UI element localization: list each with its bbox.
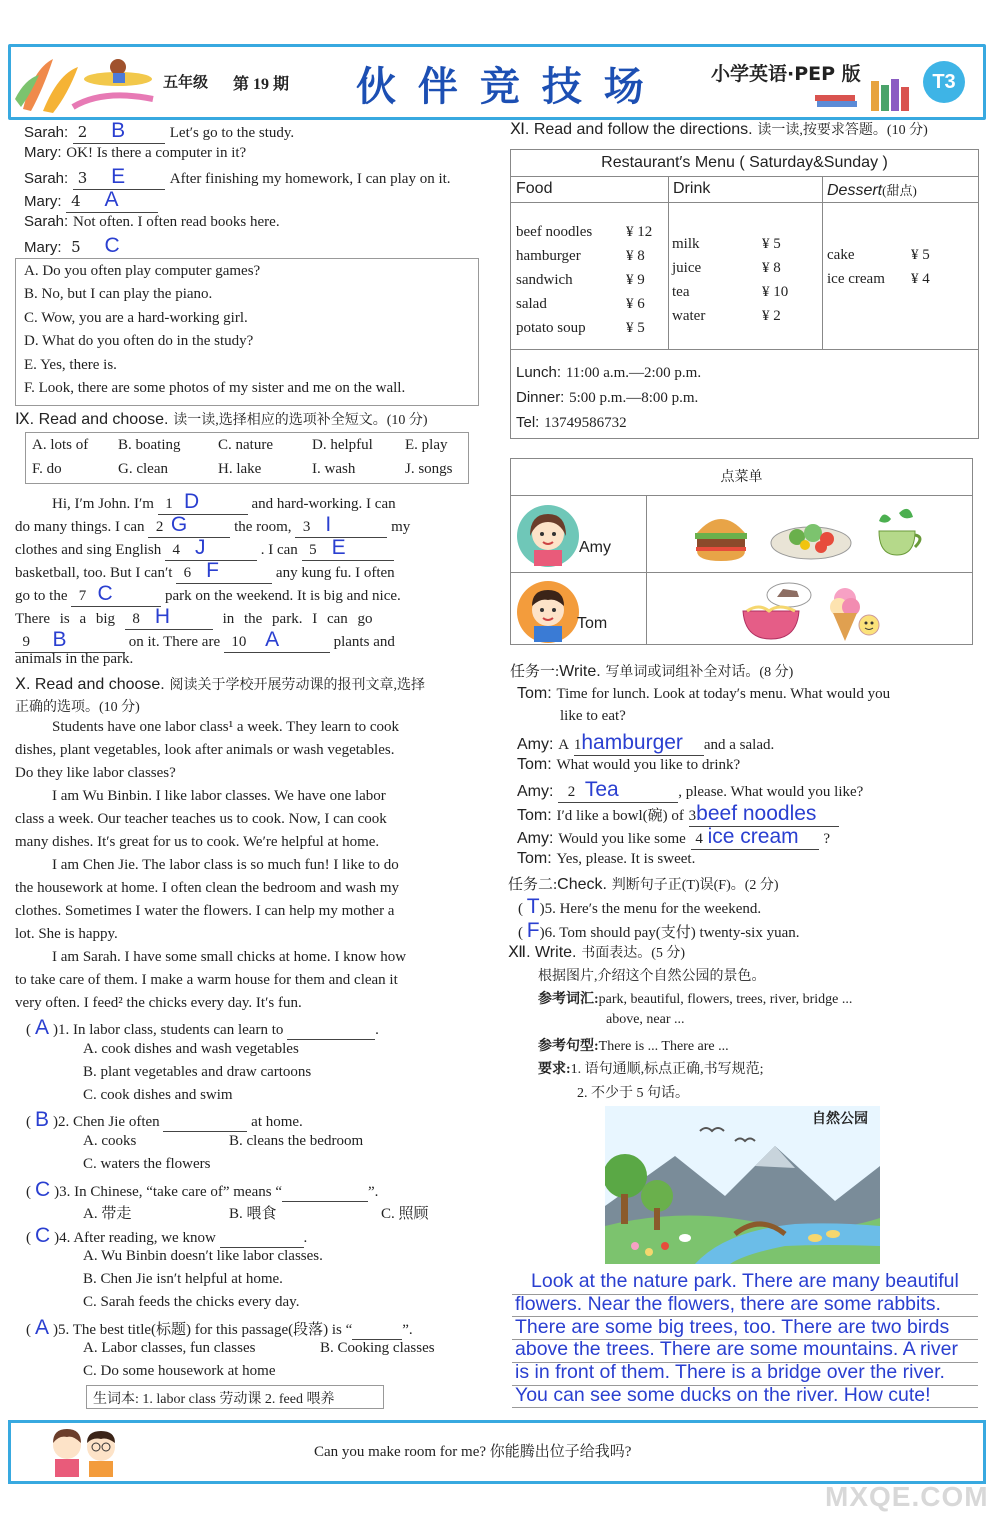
amy-avatar xyxy=(516,504,580,568)
nature-park-picture xyxy=(605,1106,880,1264)
page-tag: T3 xyxy=(923,61,965,103)
question-3: ( C )3. In Chinese, “take care of” means “ ”. xyxy=(26,1178,379,1201)
section-12-line-2: 参考词汇:park, beautiful, flowers, trees, river, bridge ... xyxy=(538,992,853,1007)
para-3-line-3: clothes. Sometimes I water the flowers. I can help my mother a xyxy=(15,903,395,919)
question-1: ( A )1. In labor class, students can learn to . xyxy=(26,1016,379,1039)
para-2-line-1: I am Wu Binbin. I like labor classes. We have one labor xyxy=(52,788,386,804)
ice-cream-icon xyxy=(825,581,885,643)
books-icon xyxy=(811,77,921,113)
dialogue-line-4: Mary: 4 A xyxy=(24,188,158,213)
task-1-line-7: Tom: Yes, please. It is sweet. xyxy=(517,850,696,867)
passage-line-8: animals in the park. xyxy=(15,651,134,667)
dialogue-line-3: Sarah: 3 E After finishing my homework, I can play on it. xyxy=(24,165,451,188)
page-title: 伙 伴 竞 技 场 xyxy=(356,64,648,110)
order-title: 点菜单 xyxy=(720,469,763,485)
task-1-line-6: Amy: Would you like some 4 ice cream ? xyxy=(517,825,830,848)
essay-line-5: is in front of them. There is a bridge over the river. xyxy=(515,1361,945,1383)
option-b: B. No, but I can play the piano. xyxy=(24,286,213,302)
col-drink: Drink xyxy=(673,180,711,197)
task-1-line-5: Tom: I′d like a bowl(碗) of 3beef noodles xyxy=(517,802,839,827)
task-2-q6: ( F)6. Tom should pay(支付) twenty-six yuan. xyxy=(518,919,800,942)
menu-title: Restaurant′s Menu ( Saturday&Sunday ) xyxy=(601,154,888,171)
section-10-instr2: 正确的选项。(10 分) xyxy=(15,700,140,715)
q4-option-c: C. Sarah feeds the chicks every day. xyxy=(83,1294,300,1310)
section-12-line-1: 根据图片,介绍这个自然公园的景色。 xyxy=(538,969,766,984)
hamburger-icon xyxy=(691,509,751,565)
para-1-line-3: Do they like labor classes? xyxy=(15,765,176,781)
option-e: E. Yes, there is. xyxy=(24,357,117,373)
essay-line-3: There are some big trees, too. There are two birds xyxy=(515,1316,950,1338)
tea-icon xyxy=(869,503,929,563)
task-1-line-2: Amy: A 1hamburger and a salad. xyxy=(517,731,775,754)
task-1-line-1: Tom: Time for lunch. Look at today′s menu. What would you xyxy=(517,685,891,702)
issue-label: 第 19 期 xyxy=(233,76,290,93)
option-d: D. What do you often do in the study? xyxy=(24,333,254,349)
dialogue-line-1: Sarah: 2 B Let′s go to the study. xyxy=(24,119,295,142)
vocab-box xyxy=(86,1385,384,1409)
q4-option-a: A. Wu Binbin doesn′t like labor classes. xyxy=(83,1248,323,1264)
para-3-line-2: the housework at home. I often clean the bedroom and wash my xyxy=(15,880,400,896)
question-2: ( B )2. Chen Jie often at home. xyxy=(26,1108,303,1131)
tom-avatar xyxy=(516,580,580,644)
dialogue-options-box xyxy=(15,258,479,406)
option-f: F. Look, there are some photos of my sister and me on the wall. xyxy=(24,380,406,396)
passage-line-1: Hi, I′m John. I′m 1 D and hard-working. I can xyxy=(52,490,396,513)
salad-icon xyxy=(769,511,853,563)
section-12-line-3: 参考句型:There is ... There are ... xyxy=(538,1039,729,1054)
q2-options-row: A. cooks B. cleans the bedroom xyxy=(83,1133,364,1149)
passage-line-4: basketball, too. But I can′t 6 F any kung fu. I often xyxy=(15,559,395,582)
drink-list: milk ¥ 5 juice ¥ 8 tea ¥ 10 water ¥ 2 xyxy=(672,236,789,324)
option-c: C. Wow, you are a hard-working girl. xyxy=(24,310,248,326)
page-header xyxy=(8,44,986,120)
q1-option-b: B. plant vegetables and draw cartoons xyxy=(83,1064,312,1080)
picture-label: 自然公园 xyxy=(812,1111,868,1127)
section-9-heading: Ⅸ. Read and choose. 读一读,选择相应的选项补全短文。(10 分) xyxy=(15,411,428,428)
section-12-line-2b: above, near ... xyxy=(606,1012,685,1027)
q1-option-c: C. cook dishes and swim xyxy=(83,1087,233,1103)
q5-options-row: A. Labor classes, fun classes B. Cooking classes xyxy=(83,1340,435,1356)
grade-label: 五年级 xyxy=(163,75,209,91)
q3-options-row: A. 带走 B. 喂食 C. 照顾 xyxy=(83,1206,429,1222)
beef-noodles-icon xyxy=(739,581,815,643)
passage-line-5: go to the 7 C park on the weekend. It is big and nice. xyxy=(15,582,401,605)
section-12-heading: Ⅻ. Write. 书面表达。(5 分) xyxy=(508,944,686,961)
task-2-q5: ( T)5. Here′s the menu for the weekend. xyxy=(518,895,762,918)
dessert-list: cake ¥ 5 ice cream ¥ 4 xyxy=(827,247,930,287)
amy-label: Amy xyxy=(579,539,611,556)
section-12-line-5: 2. 不少于 5 句话。 xyxy=(577,1086,689,1101)
passage-line-6: There is a big 8 H in the park. I can go xyxy=(15,605,373,628)
para-3-line-1: I am Chen Jie. The labor class is so much fun! I like to do xyxy=(52,857,399,873)
header-decoration-icon xyxy=(13,49,163,113)
col-food: Food xyxy=(516,180,553,197)
edition-label: 小学英语·PEP 版 xyxy=(711,63,861,85)
task-1-line-1b: like to eat? xyxy=(560,708,626,724)
task-2-heading: 任务二:Check. 判断句子正(T)误(F)。(2 分) xyxy=(508,876,779,893)
dialogue-line-6: Mary: 5 C xyxy=(24,234,158,259)
options-row-2: F. do G. clean H. lake I. wash J. songs xyxy=(32,461,453,477)
food-list: beef noodles ¥ 12 hamburger ¥ 8 sandwich ¥ 9 salad ¥ 6 potato soup ¥ 5 xyxy=(516,224,653,336)
watermark: MXQE.COM xyxy=(825,1481,989,1512)
essay-line-4: above the trees. There are some mountains. A river xyxy=(515,1338,958,1360)
order-table xyxy=(510,458,973,645)
footer-text: Can you make room for me? 你能腾出位子给我吗? xyxy=(314,1444,632,1460)
q5-option-c: C. Do some housework at home xyxy=(83,1363,276,1379)
essay-line-6: You can see some ducks on the river. How cute! xyxy=(515,1384,931,1406)
task-1-line-3: Tom: What would you like to drink? xyxy=(517,756,741,773)
para-4-line-1: I am Sarah. I have some small chicks at home. I know how xyxy=(52,949,407,965)
passage-line-3: clothes and sing English 4 J . I can 5 E xyxy=(15,536,394,561)
passage-line-2: do many things. I can 2 G the room, 3 I my xyxy=(15,513,411,536)
page-footer xyxy=(8,1420,989,1512)
question-4: ( C )4. After reading, we know . xyxy=(26,1224,308,1247)
para-2-line-2: class a week. Our teacher teaches us to cook. Now, I can cook xyxy=(15,811,387,827)
col-dessert: Dessert(甜点) xyxy=(827,182,917,199)
section-12-line-4: 要求:1. 语句通顺,标点正确,书写规范; xyxy=(538,1062,764,1077)
option-a: A. Do you often play computer games? xyxy=(24,263,261,279)
vocab-text: 生词本: 1. labor class 劳动课 2. feed 喂养 xyxy=(93,1392,335,1407)
q1-option-a: A. cook dishes and wash vegetables xyxy=(83,1041,299,1057)
para-4-line-2: to take care of them. I make a warm house for them and clean it xyxy=(15,972,398,988)
section-11-heading: Ⅺ. Read and follow the directions. 读一读,按要求答题。(10 分) xyxy=(510,121,928,138)
task-1-heading: 任务一:Write. 写单词或词组补全对话。(8 分) xyxy=(510,663,794,680)
passage-line-7: 9 B on it. There are 10 A plants and xyxy=(15,628,395,653)
essay-line-2: flowers. Near the flowers, there are some rabbits. xyxy=(515,1293,941,1315)
dialogue-line-2: Mary: OK! Is there a computer in it? xyxy=(24,144,247,161)
para-4-line-3: very often. I feed² the chicks every day. It′s fun. xyxy=(15,995,302,1011)
para-3-line-4: lot. She is happy. xyxy=(15,926,118,942)
tom-label: Tom xyxy=(577,615,608,632)
para-1-line-2: dishes, plant vegetables, look after animals or wash vegetables. xyxy=(15,742,395,758)
options-row-1: A. lots of B. boating C. nature D. helpful E. play xyxy=(32,437,448,453)
section-10-heading: Ⅹ. Read and choose. 阅读关于学校开展劳动课的报刊文章,选择 xyxy=(15,676,426,693)
kids-icon xyxy=(39,1425,129,1477)
section-9-options-box xyxy=(25,432,469,484)
essay-line-1: Look at the nature park. There are many beautiful xyxy=(531,1270,959,1292)
task-1-line-4: Amy: 2 Tea , please. What would you like? xyxy=(517,778,864,801)
question-5: ( A )5. The best title(标题) for this passage(段落) is “ ”. xyxy=(26,1316,413,1339)
para-1-line-1: Students have one labor class¹ a week. They learn to cook xyxy=(52,719,400,735)
dialogue-line-5: Sarah: Not often. I often read books here. xyxy=(24,213,280,230)
menu-table xyxy=(510,149,979,439)
para-2-line-3: many dishes. It′s great for us to cook. We′re helpful at home. xyxy=(15,834,380,850)
q4-option-b: B. Chen Jie isn′t helpful at home. xyxy=(83,1271,283,1287)
q2-option-c: C. waters the flowers xyxy=(83,1156,211,1172)
menu-hours: Lunch: 11:00 a.m.—2:00 p.m. Dinner: 5:00 p.m.—8:00 p.m. Tel: 13749586732 xyxy=(516,364,702,431)
